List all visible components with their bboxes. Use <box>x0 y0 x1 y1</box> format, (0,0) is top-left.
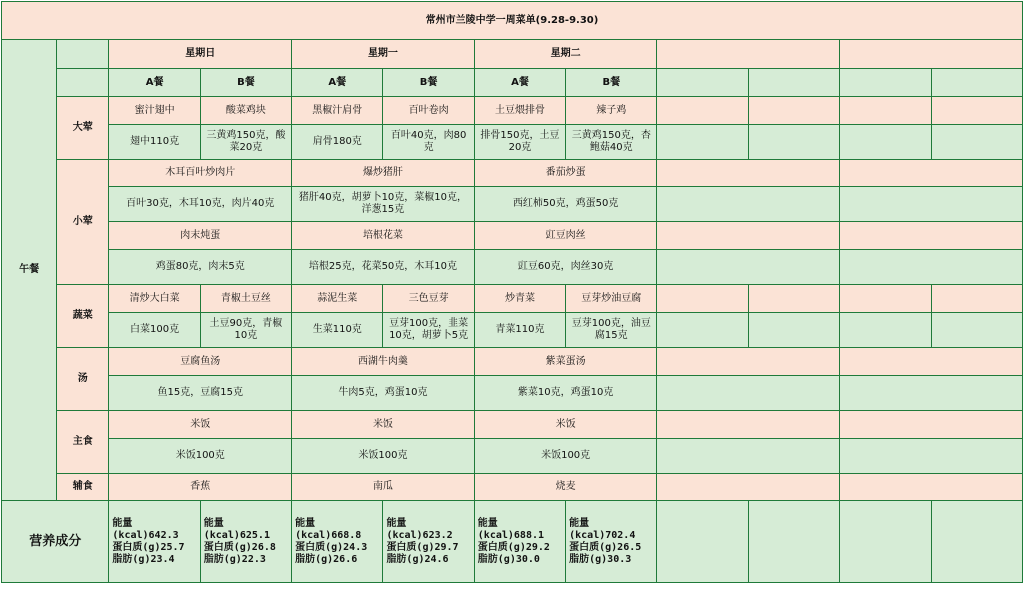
menu-title: 常州市兰陵中学一周菜单(9.28-9.30) <box>2 2 1023 40</box>
dish-detail: 排骨150克，土豆20克 <box>474 125 565 160</box>
dish-detail: 西红柿50克，鸡蛋50克 <box>474 187 657 222</box>
day-header-sunday: 星期日 <box>109 40 292 69</box>
dish-name: 蜜汁翅中 <box>109 97 200 125</box>
nutrition-cell: 能量 (kcal)642.3 蛋白质(g)25.7 脂肪(g)23.4 <box>109 501 200 583</box>
dish-detail: 米饭100克 <box>292 439 475 474</box>
category-small-dish: 小荤 <box>57 160 109 285</box>
dish-name: 百叶卷肉 <box>383 97 474 125</box>
empty-day-cell <box>657 40 840 69</box>
dish-detail: 百叶30克，木耳10克，肉片40克 <box>109 187 292 222</box>
dish-name: 米饭 <box>292 411 475 439</box>
weekly-menu-table <box>1 1 1023 583</box>
dish-detail: 土豆90克，青椒10克 <box>200 313 291 348</box>
side-item: 南瓜 <box>292 474 475 501</box>
nutrition-cell: 能量 (kcal)623.2 蛋白质(g)29.7 脂肪(g)24.6 <box>383 501 474 583</box>
dish-name: 西湖牛肉羹 <box>292 348 475 376</box>
dish-name: 酸菜鸡块 <box>200 97 291 125</box>
option-b-label: B餐 <box>566 69 657 97</box>
dish-name: 炒青菜 <box>474 285 565 313</box>
option-b-label: B餐 <box>200 69 291 97</box>
option-a-label: A餐 <box>109 69 200 97</box>
side-item: 香蕉 <box>109 474 292 501</box>
dish-name: 豆芽炒油豆腐 <box>566 285 657 313</box>
dish-name: 木耳百叶炒肉片 <box>109 160 292 187</box>
empty-header-cell <box>57 69 109 97</box>
dish-name: 辣子鸡 <box>566 97 657 125</box>
dish-detail: 三黄鸡150克，杏鲍菇40克 <box>566 125 657 160</box>
side-item: 烧麦 <box>474 474 657 501</box>
dish-name: 番茄炒蛋 <box>474 160 657 187</box>
dish-name: 紫菜蛋汤 <box>474 348 657 376</box>
nutrition-cell: 能量 (kcal)668.8 蛋白质(g)24.3 脂肪(g)26.6 <box>292 501 383 583</box>
dish-name: 肉末炖蛋 <box>109 222 292 250</box>
dish-detail: 鸡蛋80克，肉末5克 <box>109 250 292 285</box>
dish-detail: 白菜100克 <box>109 313 200 348</box>
dish-detail: 翅中110克 <box>109 125 200 160</box>
dish-name: 豇豆肉丝 <box>474 222 657 250</box>
category-soup: 汤 <box>57 348 109 411</box>
nutrition-cell: 能量 (kcal)688.1 蛋白质(g)29.2 脂肪(g)30.0 <box>474 501 565 583</box>
dish-detail: 牛肉5克，鸡蛋10克 <box>292 376 475 411</box>
dish-detail: 培根25克，花菜50克，木耳10克 <box>292 250 475 285</box>
dish-detail: 米饭100克 <box>109 439 292 474</box>
dish-name: 米饭 <box>109 411 292 439</box>
day-header-monday: 星期一 <box>292 40 475 69</box>
nutrition-cell: 能量 (kcal)625.1 蛋白质(g)26.8 脂肪(g)22.3 <box>200 501 291 583</box>
dish-detail: 猪肝40克，胡萝卜10克，菜椒10克，洋葱15克 <box>292 187 475 222</box>
dish-name: 米饭 <box>474 411 657 439</box>
dish-name: 豆腐鱼汤 <box>109 348 292 376</box>
dish-detail: 豇豆60克，肉丝30克 <box>474 250 657 285</box>
dish-detail: 豆芽100克，油豆腐15克 <box>566 313 657 348</box>
dish-detail: 百叶40克，肉80克 <box>383 125 474 160</box>
dish-name: 清炒大白菜 <box>109 285 200 313</box>
dish-name: 黑椒汁肩骨 <box>292 97 383 125</box>
empty-day-cell <box>840 40 1023 69</box>
day-header-tuesday: 星期二 <box>474 40 657 69</box>
dish-detail: 生菜110克 <box>292 313 383 348</box>
dish-name: 青椒土豆丝 <box>200 285 291 313</box>
option-a-label: A餐 <box>474 69 565 97</box>
dish-name: 三色豆芽 <box>383 285 474 313</box>
dish-detail: 鱼15克，豆腐15克 <box>109 376 292 411</box>
option-a-label: A餐 <box>292 69 383 97</box>
category-main-dish: 大荤 <box>57 97 109 160</box>
dish-name: 蒜泥生菜 <box>292 285 383 313</box>
dish-name: 土豆煨排骨 <box>474 97 565 125</box>
nutrition-label: 营养成分 <box>2 501 109 583</box>
nutrition-cell: 能量 (kcal)702.4 蛋白质(g)26.5 脂肪(g)30.3 <box>566 501 657 583</box>
dish-detail: 豆芽100克，韭菜10克，胡萝卜5克 <box>383 313 474 348</box>
empty-header-cell <box>57 40 109 69</box>
dish-name: 爆炒猪肝 <box>292 160 475 187</box>
dish-detail: 青菜110克 <box>474 313 565 348</box>
dish-detail: 肩骨180克 <box>292 125 383 160</box>
category-vegetable: 蔬菜 <box>57 285 109 348</box>
category-side: 辅食 <box>57 474 109 501</box>
dish-name: 培根花菜 <box>292 222 475 250</box>
dish-detail: 三黄鸡150克，酸菜20克 <box>200 125 291 160</box>
dish-detail: 紫菜10克，鸡蛋10克 <box>474 376 657 411</box>
option-b-label: B餐 <box>383 69 474 97</box>
category-staple: 主食 <box>57 411 109 474</box>
dish-detail: 米饭100克 <box>474 439 657 474</box>
lunch-label: 午餐 <box>2 40 57 501</box>
